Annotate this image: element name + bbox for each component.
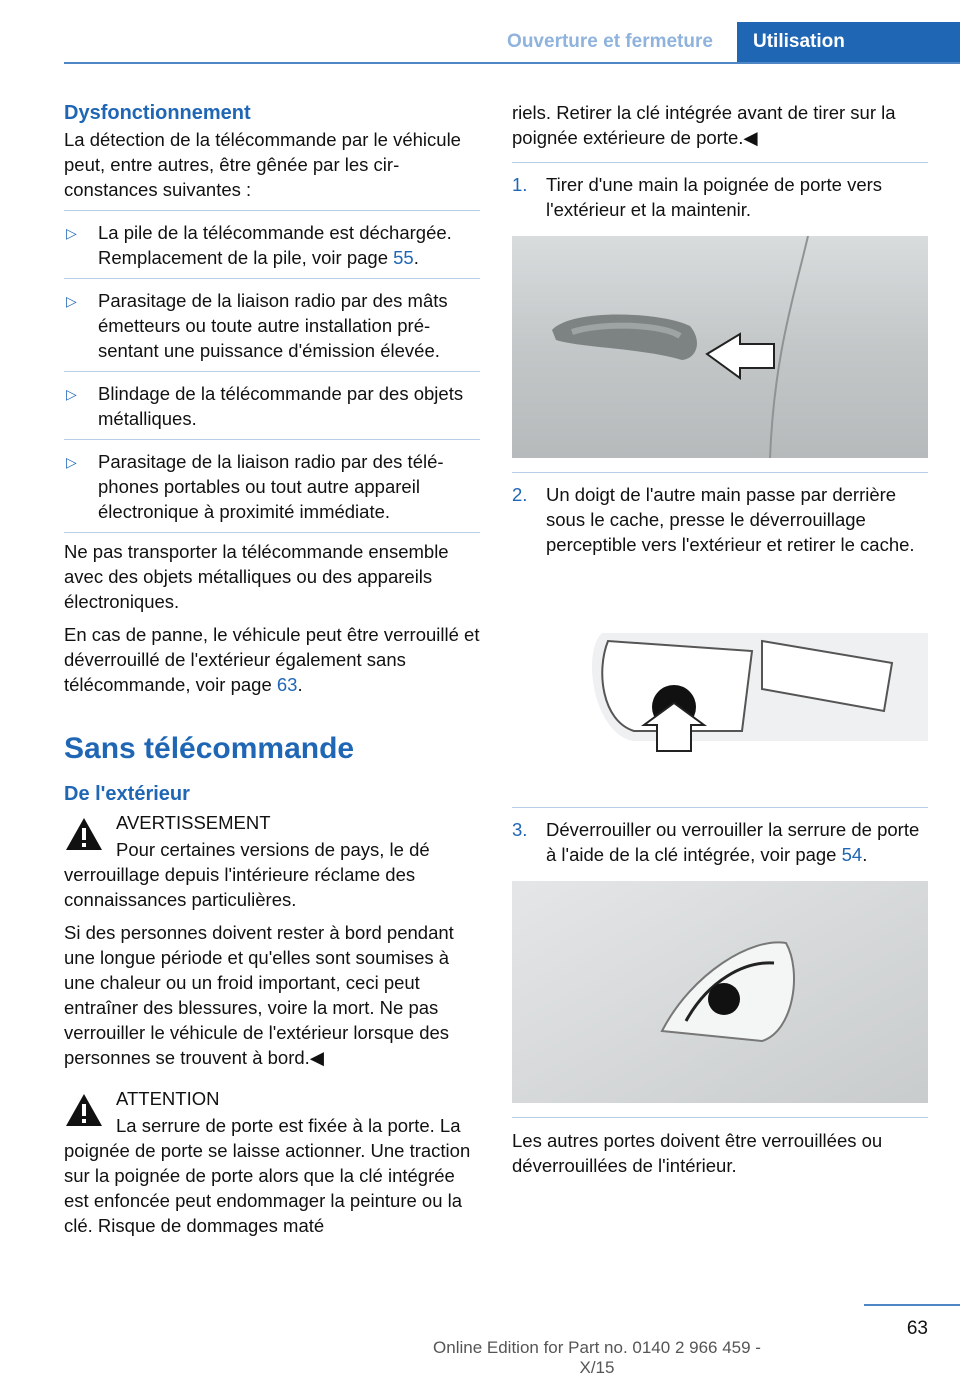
caution-text-first: La serrure de porte est fixée à la porte. La — [116, 1115, 461, 1136]
list-item — [64, 210, 480, 278]
bullet-text: Blindage de la télécommande par des objets métalliques. — [98, 383, 464, 429]
warning-paragraph: Si des personnes doivent rester à bord pendant une longue période et qu'elles sont soumises à une chaleur ou un froid important, ceci peut entraîner des blessures, voire la mort. Ne pas verrouiller le véhicule de l'extérieur lorsque des personnes se trouvent à bord.◀ — [64, 922, 454, 1068]
list-item — [64, 278, 480, 371]
step-item — [512, 162, 928, 458]
caution-icon — [64, 1092, 104, 1128]
step-text-body: Déverrouiller ou verrouiller la serrure de porte à l'aide de la clé intégrée, voir page — [546, 819, 920, 865]
closing-paragraph: Les autres portes doivent être verrouillées ou déverrouillées de l'intérieur. — [512, 1117, 928, 1178]
door-handle-pull-illustration — [512, 236, 928, 458]
bullet-triangle-icon: ▷ — [66, 293, 77, 309]
step-punct: . — [862, 844, 868, 865]
section-title: Sans télécommande — [64, 732, 355, 765]
left-column — [64, 100, 480, 1246]
header-rule — [64, 62, 960, 64]
caution-block — [64, 1086, 480, 1238]
list-item — [64, 439, 480, 533]
bullet-text: Parasitage de la liaison radio par des mâts émetteurs ou toute autre installation présentant une puissance d'émission élevée. — [98, 290, 448, 361]
step-number: 2. — [512, 484, 528, 505]
warning-icon — [64, 816, 104, 852]
footer-edition: Online Edition for Part no. 0140 2 966 459 - X/15 — [433, 1338, 761, 1377]
bullet-text: Parasitage de la liaison radio par des téléphones portables ou tout autre appareil électronique à proximité immédiate. — [98, 451, 444, 522]
list-item — [64, 371, 480, 439]
warning-text-first: Pour certaines versions de pays, le dé — [116, 839, 430, 860]
step-item — [512, 807, 928, 1103]
steps-list — [512, 162, 928, 1103]
header-section-title: Ouverture et fermeture — [507, 31, 713, 52]
paragraph-punct: . — [297, 674, 303, 695]
step-item — [512, 472, 928, 793]
paragraph-breakdown — [64, 622, 480, 697]
bullet-text: La pile de la télécommande est déchargée. Remplacement de la pile, voir page — [98, 222, 452, 268]
caution-title: ATTENTION — [116, 1088, 220, 1109]
caution-text-cont: poignée de porte se laisse actionner. Une traction sur la poignée de porte alors que la clé intégrée est enfoncée peut endommager la peinture ou la clé. Risque de dommages maté — [64, 1140, 471, 1236]
cover-release-illustration — [512, 571, 928, 793]
page-number: 63 — [906, 1318, 928, 1339]
warning-text-cont: verrouillage depuis l'intérieure réclame des connaissances particulières. — [64, 864, 416, 910]
cause-list — [64, 210, 480, 533]
page-link-63[interactable]: 63 — [276, 674, 298, 695]
step-number: 1. — [512, 174, 528, 195]
step-text: Un doigt de l'autre main passe par derrière sous le cache, presse le déverrouillage perceptible vers l'extérieur et retirer le cache. — [546, 484, 915, 555]
paragraph-transport: Ne pas transporter la télécommande ensemble avec des objets métalliques ou des appareils électroniques. — [64, 541, 449, 612]
step-number: 3. — [512, 819, 528, 840]
continued-paragraph: riels. Retirer la clé intégrée avant de tirer sur la poignée extérieure de porte.◀ — [512, 102, 896, 148]
right-column — [512, 100, 928, 1186]
step-text — [512, 817, 928, 867]
page-link-55[interactable]: 55 — [393, 247, 414, 268]
header-chapter-tab: Utilisation — [737, 22, 960, 62]
key-lock-illustration — [512, 881, 928, 1103]
bullet-punct: . — [413, 247, 419, 268]
page-link-54[interactable]: 54 — [841, 844, 863, 865]
heading-malfunction: Dysfonctionnement — [64, 102, 251, 124]
bullet-triangle-icon: ▷ — [66, 225, 77, 241]
paragraph-breakdown-text: En cas de panne, le véhicule peut être verrouillé et déverrouillé de l'extérieur également sans télécommande, voir page — [64, 624, 480, 695]
footer-rule — [864, 1304, 960, 1306]
bullet-triangle-icon: ▷ — [66, 454, 77, 470]
warning-block — [64, 810, 480, 912]
intro-paragraph: La détection de la télécommande par le véhicule peut, entre autres, être gênée par les circonstances suivantes : — [64, 129, 461, 200]
warning-title: AVERTISSEMENT — [116, 812, 271, 833]
subsection-title: De l'extérieur — [64, 783, 190, 805]
bullet-triangle-icon: ▷ — [66, 386, 77, 402]
step-text: Tirer d'une main la poignée de porte vers l'extérieur et la maintenir. — [546, 174, 883, 220]
